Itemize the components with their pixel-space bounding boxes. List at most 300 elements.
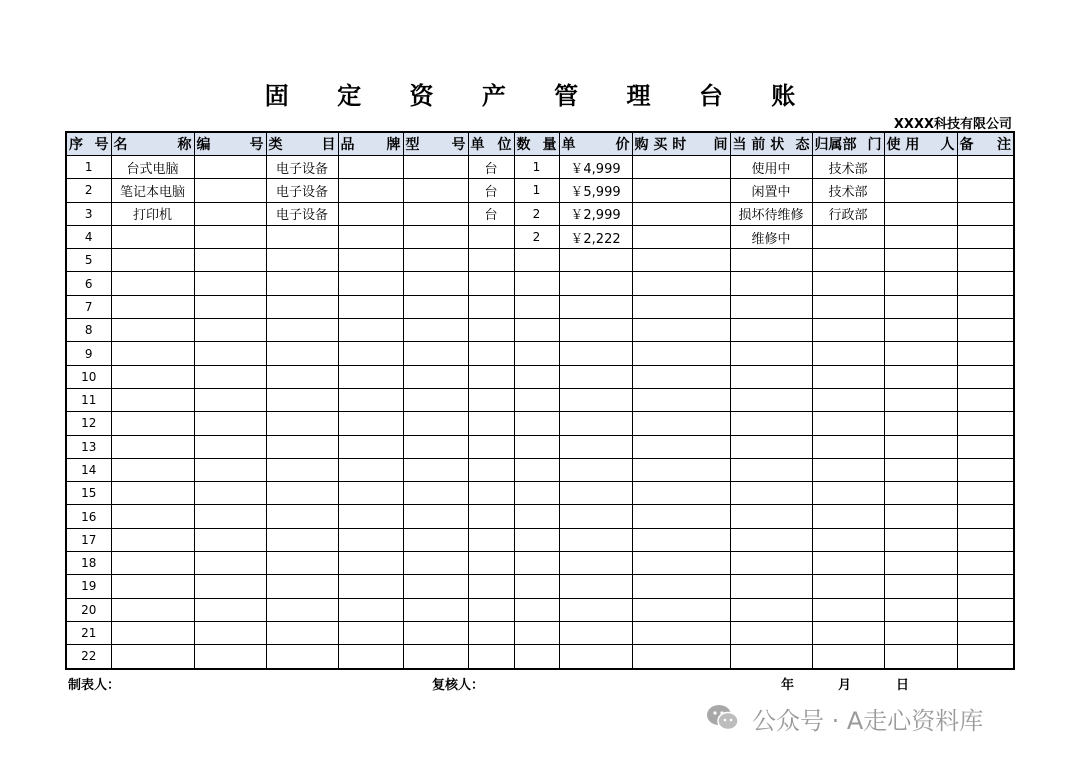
table-cell[interactable]: 5 (66, 249, 111, 272)
table-cell[interactable] (338, 412, 403, 435)
table-cell[interactable] (559, 319, 632, 342)
table-cell[interactable] (403, 528, 468, 551)
table-cell[interactable] (957, 412, 1014, 435)
table-cell[interactable] (632, 435, 730, 458)
table-cell[interactable] (468, 645, 514, 669)
table-cell[interactable] (111, 249, 194, 272)
table-cell[interactable]: 20 (66, 598, 111, 621)
table-cell[interactable] (559, 295, 632, 318)
table-cell[interactable] (266, 621, 338, 644)
table-cell[interactable] (194, 295, 266, 318)
table-cell[interactable]: 电子设备 (266, 179, 338, 202)
table-cell[interactable] (194, 365, 266, 388)
table-cell[interactable] (468, 225, 514, 248)
table-cell[interactable]: 电子设备 (266, 156, 338, 179)
table-cell[interactable]: 台 (468, 156, 514, 179)
table-cell[interactable] (403, 319, 468, 342)
table-cell[interactable] (468, 342, 514, 365)
table-cell[interactable] (468, 598, 514, 621)
table-cell[interactable] (812, 225, 884, 248)
table-cell[interactable] (111, 319, 194, 342)
table-cell[interactable]: 台 (468, 202, 514, 225)
table-cell[interactable] (632, 598, 730, 621)
table-cell[interactable] (403, 342, 468, 365)
table-cell[interactable] (194, 598, 266, 621)
table-cell[interactable] (957, 202, 1014, 225)
table-cell[interactable] (730, 365, 812, 388)
table-cell[interactable]: 14 (66, 458, 111, 481)
table-cell[interactable] (514, 249, 559, 272)
table-cell[interactable]: 16 (66, 505, 111, 528)
table-cell[interactable] (403, 598, 468, 621)
table-cell[interactable] (559, 365, 632, 388)
table-cell[interactable] (514, 598, 559, 621)
table-cell[interactable] (884, 319, 957, 342)
table-cell[interactable] (338, 365, 403, 388)
table-cell[interactable] (730, 412, 812, 435)
table-cell[interactable] (884, 528, 957, 551)
table-cell[interactable] (884, 505, 957, 528)
table-cell[interactable] (194, 156, 266, 179)
table-cell[interactable] (884, 179, 957, 202)
table-cell[interactable]: 15 (66, 482, 111, 505)
table-cell[interactable] (957, 295, 1014, 318)
table-cell[interactable]: 19 (66, 575, 111, 598)
table-cell[interactable] (559, 342, 632, 365)
table-cell[interactable] (884, 435, 957, 458)
table-cell[interactable] (194, 249, 266, 272)
table-cell[interactable]: 1 (514, 179, 559, 202)
table-cell[interactable] (632, 621, 730, 644)
table-cell[interactable] (111, 435, 194, 458)
table-cell[interactable] (403, 179, 468, 202)
table-cell[interactable] (730, 552, 812, 575)
table-cell[interactable] (559, 249, 632, 272)
table-cell[interactable] (338, 598, 403, 621)
table-cell[interactable] (957, 365, 1014, 388)
table-cell[interactable]: 台 (468, 179, 514, 202)
table-cell[interactable] (884, 575, 957, 598)
table-cell[interactable] (812, 342, 884, 365)
table-cell[interactable] (957, 598, 1014, 621)
table-cell[interactable] (468, 319, 514, 342)
table-cell[interactable] (403, 552, 468, 575)
table-cell[interactable] (338, 295, 403, 318)
table-cell[interactable] (632, 388, 730, 411)
table-cell[interactable] (266, 598, 338, 621)
table-cell[interactable] (812, 388, 884, 411)
table-cell[interactable] (338, 575, 403, 598)
table-cell[interactable] (730, 342, 812, 365)
table-cell[interactable] (632, 505, 730, 528)
table-cell[interactable] (514, 575, 559, 598)
table-cell[interactable] (632, 365, 730, 388)
table-cell[interactable] (266, 575, 338, 598)
table-cell[interactable]: ￥2,999 (559, 202, 632, 225)
table-cell[interactable] (884, 412, 957, 435)
table-cell[interactable] (266, 528, 338, 551)
table-cell[interactable] (468, 365, 514, 388)
table-cell[interactable] (632, 552, 730, 575)
table-cell[interactable]: 17 (66, 528, 111, 551)
table-cell[interactable] (194, 179, 266, 202)
table-cell[interactable] (957, 458, 1014, 481)
table-cell[interactable] (957, 528, 1014, 551)
table-cell[interactable] (266, 482, 338, 505)
table-cell[interactable] (194, 505, 266, 528)
table-cell[interactable] (194, 482, 266, 505)
table-cell[interactable] (403, 575, 468, 598)
table-cell[interactable] (403, 435, 468, 458)
table-cell[interactable] (111, 552, 194, 575)
table-cell[interactable] (957, 621, 1014, 644)
table-cell[interactable] (266, 645, 338, 669)
table-cell[interactable] (111, 505, 194, 528)
table-cell[interactable]: 2 (514, 225, 559, 248)
table-cell[interactable] (468, 388, 514, 411)
table-cell[interactable]: 11 (66, 388, 111, 411)
table-cell[interactable] (468, 552, 514, 575)
table-cell[interactable] (194, 458, 266, 481)
table-cell[interactable] (514, 528, 559, 551)
table-cell[interactable] (403, 388, 468, 411)
table-cell[interactable] (884, 552, 957, 575)
table-cell[interactable] (812, 435, 884, 458)
table-cell[interactable] (812, 621, 884, 644)
table-cell[interactable] (730, 505, 812, 528)
table-cell[interactable] (559, 272, 632, 295)
table-cell[interactable] (812, 482, 884, 505)
table-cell[interactable] (111, 528, 194, 551)
table-cell[interactable]: 使用中 (730, 156, 812, 179)
table-cell[interactable] (884, 249, 957, 272)
table-cell[interactable] (111, 342, 194, 365)
table-cell[interactable] (338, 645, 403, 669)
table-cell[interactable] (812, 505, 884, 528)
table-cell[interactable] (403, 645, 468, 669)
table-cell[interactable] (266, 505, 338, 528)
table-cell[interactable] (338, 179, 403, 202)
table-cell[interactable]: 台式电脑 (111, 156, 194, 179)
table-cell[interactable]: 电子设备 (266, 202, 338, 225)
table-cell[interactable]: 2 (66, 179, 111, 202)
table-cell[interactable] (266, 365, 338, 388)
table-cell[interactable] (632, 458, 730, 481)
table-cell[interactable]: 1 (66, 156, 111, 179)
table-cell[interactable] (559, 528, 632, 551)
table-cell[interactable] (468, 295, 514, 318)
table-cell[interactable] (403, 458, 468, 481)
table-cell[interactable] (559, 645, 632, 669)
table-cell[interactable] (403, 249, 468, 272)
table-cell[interactable]: 技术部 (812, 156, 884, 179)
table-cell[interactable] (468, 621, 514, 644)
table-cell[interactable] (111, 598, 194, 621)
table-cell[interactable]: 4 (66, 225, 111, 248)
table-cell[interactable]: 6 (66, 272, 111, 295)
table-cell[interactable] (266, 435, 338, 458)
table-cell[interactable] (514, 272, 559, 295)
table-cell[interactable] (957, 575, 1014, 598)
table-cell[interactable] (812, 528, 884, 551)
table-cell[interactable] (632, 272, 730, 295)
table-cell[interactable] (403, 156, 468, 179)
table-cell[interactable] (632, 202, 730, 225)
table-cell[interactable]: 1 (514, 156, 559, 179)
table-cell[interactable]: 2 (514, 202, 559, 225)
table-cell[interactable] (338, 552, 403, 575)
table-cell[interactable] (514, 505, 559, 528)
table-cell[interactable] (730, 575, 812, 598)
table-cell[interactable] (632, 482, 730, 505)
table-cell[interactable] (111, 645, 194, 669)
table-cell[interactable]: ￥2,222 (559, 225, 632, 248)
table-cell[interactable]: 8 (66, 319, 111, 342)
table-cell[interactable] (266, 225, 338, 248)
table-cell[interactable] (338, 319, 403, 342)
table-cell[interactable] (559, 575, 632, 598)
table-cell[interactable] (468, 528, 514, 551)
table-cell[interactable] (632, 156, 730, 179)
table-cell[interactable] (194, 528, 266, 551)
table-cell[interactable] (468, 575, 514, 598)
table-cell[interactable] (194, 342, 266, 365)
table-cell[interactable]: 笔记本电脑 (111, 179, 194, 202)
table-cell[interactable] (338, 528, 403, 551)
table-cell[interactable] (957, 249, 1014, 272)
table-cell[interactable] (403, 365, 468, 388)
table-cell[interactable] (957, 552, 1014, 575)
table-cell[interactable] (338, 621, 403, 644)
table-cell[interactable] (194, 621, 266, 644)
table-cell[interactable] (812, 458, 884, 481)
table-cell[interactable] (812, 249, 884, 272)
table-cell[interactable] (514, 621, 559, 644)
table-cell[interactable]: 13 (66, 435, 111, 458)
table-cell[interactable] (559, 388, 632, 411)
table-cell[interactable] (884, 342, 957, 365)
table-cell[interactable]: ￥5,999 (559, 179, 632, 202)
table-cell[interactable] (884, 621, 957, 644)
table-cell[interactable] (514, 552, 559, 575)
table-cell[interactable] (559, 458, 632, 481)
table-cell[interactable] (194, 388, 266, 411)
table-cell[interactable] (632, 412, 730, 435)
table-cell[interactable] (468, 505, 514, 528)
table-cell[interactable] (266, 412, 338, 435)
table-cell[interactable] (403, 482, 468, 505)
table-cell[interactable] (884, 225, 957, 248)
table-cell[interactable] (111, 272, 194, 295)
table-cell[interactable]: 10 (66, 365, 111, 388)
table-cell[interactable]: 闲置中 (730, 179, 812, 202)
table-cell[interactable]: 损坏待维修 (730, 202, 812, 225)
table-cell[interactable] (812, 412, 884, 435)
table-cell[interactable] (559, 621, 632, 644)
table-cell[interactable]: 18 (66, 552, 111, 575)
table-cell[interactable] (957, 435, 1014, 458)
table-cell[interactable] (111, 365, 194, 388)
table-cell[interactable] (338, 482, 403, 505)
table-cell[interactable] (514, 295, 559, 318)
table-cell[interactable] (338, 156, 403, 179)
table-cell[interactable] (730, 388, 812, 411)
table-cell[interactable] (194, 319, 266, 342)
table-cell[interactable] (514, 412, 559, 435)
table-cell[interactable] (266, 388, 338, 411)
table-cell[interactable] (957, 179, 1014, 202)
table-cell[interactable] (884, 482, 957, 505)
table-cell[interactable] (266, 342, 338, 365)
table-cell[interactable] (730, 435, 812, 458)
table-cell[interactable] (403, 202, 468, 225)
table-cell[interactable] (957, 342, 1014, 365)
table-cell[interactable] (111, 621, 194, 644)
table-cell[interactable] (194, 202, 266, 225)
table-cell[interactable] (884, 645, 957, 669)
table-cell[interactable] (812, 552, 884, 575)
table-cell[interactable]: 22 (66, 645, 111, 669)
table-cell[interactable] (194, 412, 266, 435)
table-cell[interactable] (111, 482, 194, 505)
table-cell[interactable] (266, 295, 338, 318)
table-cell[interactable] (514, 645, 559, 669)
table-cell[interactable] (468, 435, 514, 458)
table-cell[interactable] (957, 225, 1014, 248)
table-cell[interactable]: 行政部 (812, 202, 884, 225)
table-cell[interactable] (559, 598, 632, 621)
table-cell[interactable] (194, 552, 266, 575)
table-cell[interactable] (468, 482, 514, 505)
table-cell[interactable] (403, 272, 468, 295)
table-cell[interactable] (559, 482, 632, 505)
table-cell[interactable] (957, 319, 1014, 342)
table-cell[interactable] (194, 225, 266, 248)
table-cell[interactable] (514, 458, 559, 481)
table-cell[interactable] (194, 435, 266, 458)
table-cell[interactable] (468, 412, 514, 435)
table-cell[interactable] (812, 598, 884, 621)
table-cell[interactable] (338, 225, 403, 248)
table-cell[interactable] (559, 435, 632, 458)
table-cell[interactable]: 12 (66, 412, 111, 435)
table-cell[interactable]: ￥4,999 (559, 156, 632, 179)
table-cell[interactable] (468, 458, 514, 481)
table-cell[interactable] (559, 505, 632, 528)
table-cell[interactable]: 维修中 (730, 225, 812, 248)
table-cell[interactable] (194, 272, 266, 295)
table-cell[interactable] (194, 645, 266, 669)
table-cell[interactable] (884, 458, 957, 481)
table-cell[interactable] (514, 435, 559, 458)
table-cell[interactable]: 技术部 (812, 179, 884, 202)
table-cell[interactable]: 21 (66, 621, 111, 644)
table-cell[interactable] (632, 179, 730, 202)
table-cell[interactable]: 3 (66, 202, 111, 225)
table-cell[interactable] (957, 388, 1014, 411)
table-cell[interactable] (338, 202, 403, 225)
table-cell[interactable] (403, 412, 468, 435)
table-cell[interactable] (468, 272, 514, 295)
table-cell[interactable] (812, 575, 884, 598)
table-cell[interactable]: 打印机 (111, 202, 194, 225)
table-cell[interactable] (194, 575, 266, 598)
table-cell[interactable] (559, 552, 632, 575)
table-cell[interactable] (884, 272, 957, 295)
table-cell[interactable] (884, 156, 957, 179)
table-cell[interactable] (266, 249, 338, 272)
table-cell[interactable] (338, 458, 403, 481)
table-cell[interactable] (111, 225, 194, 248)
table-cell[interactable] (266, 552, 338, 575)
table-cell[interactable] (957, 156, 1014, 179)
table-cell[interactable] (884, 202, 957, 225)
table-cell[interactable] (730, 458, 812, 481)
table-cell[interactable] (730, 295, 812, 318)
table-cell[interactable] (730, 621, 812, 644)
table-cell[interactable] (632, 645, 730, 669)
table-cell[interactable]: 7 (66, 295, 111, 318)
table-cell[interactable] (957, 505, 1014, 528)
table-cell[interactable] (514, 482, 559, 505)
table-cell[interactable] (111, 388, 194, 411)
table-cell[interactable] (266, 458, 338, 481)
table-cell[interactable] (632, 528, 730, 551)
table-cell[interactable] (266, 272, 338, 295)
table-cell[interactable] (884, 598, 957, 621)
table-cell[interactable] (514, 365, 559, 388)
table-cell[interactable] (514, 388, 559, 411)
table-cell[interactable] (632, 575, 730, 598)
table-cell[interactable] (632, 225, 730, 248)
table-cell[interactable] (403, 621, 468, 644)
table-cell[interactable] (884, 388, 957, 411)
table-cell[interactable] (812, 272, 884, 295)
table-cell[interactable] (812, 645, 884, 669)
table-cell[interactable] (338, 388, 403, 411)
table-cell[interactable] (730, 645, 812, 669)
table-cell[interactable] (403, 505, 468, 528)
table-cell[interactable] (468, 249, 514, 272)
table-cell[interactable] (338, 505, 403, 528)
table-cell[interactable] (730, 249, 812, 272)
table-cell[interactable] (730, 598, 812, 621)
table-cell[interactable] (632, 295, 730, 318)
table-cell[interactable] (266, 319, 338, 342)
table-cell[interactable] (730, 319, 812, 342)
table-cell[interactable] (338, 342, 403, 365)
table-cell[interactable] (338, 272, 403, 295)
table-cell[interactable] (957, 482, 1014, 505)
table-cell[interactable] (812, 365, 884, 388)
table-cell[interactable] (111, 412, 194, 435)
table-cell[interactable] (632, 319, 730, 342)
table-cell[interactable] (338, 435, 403, 458)
table-cell[interactable]: 9 (66, 342, 111, 365)
table-cell[interactable] (338, 249, 403, 272)
table-cell[interactable] (111, 458, 194, 481)
table-cell[interactable] (403, 225, 468, 248)
table-cell[interactable] (514, 342, 559, 365)
table-cell[interactable] (111, 295, 194, 318)
table-cell[interactable] (884, 365, 957, 388)
table-cell[interactable] (812, 319, 884, 342)
table-cell[interactable] (957, 645, 1014, 669)
table-cell[interactable] (111, 575, 194, 598)
table-cell[interactable] (730, 528, 812, 551)
table-cell[interactable] (632, 249, 730, 272)
table-cell[interactable] (812, 295, 884, 318)
